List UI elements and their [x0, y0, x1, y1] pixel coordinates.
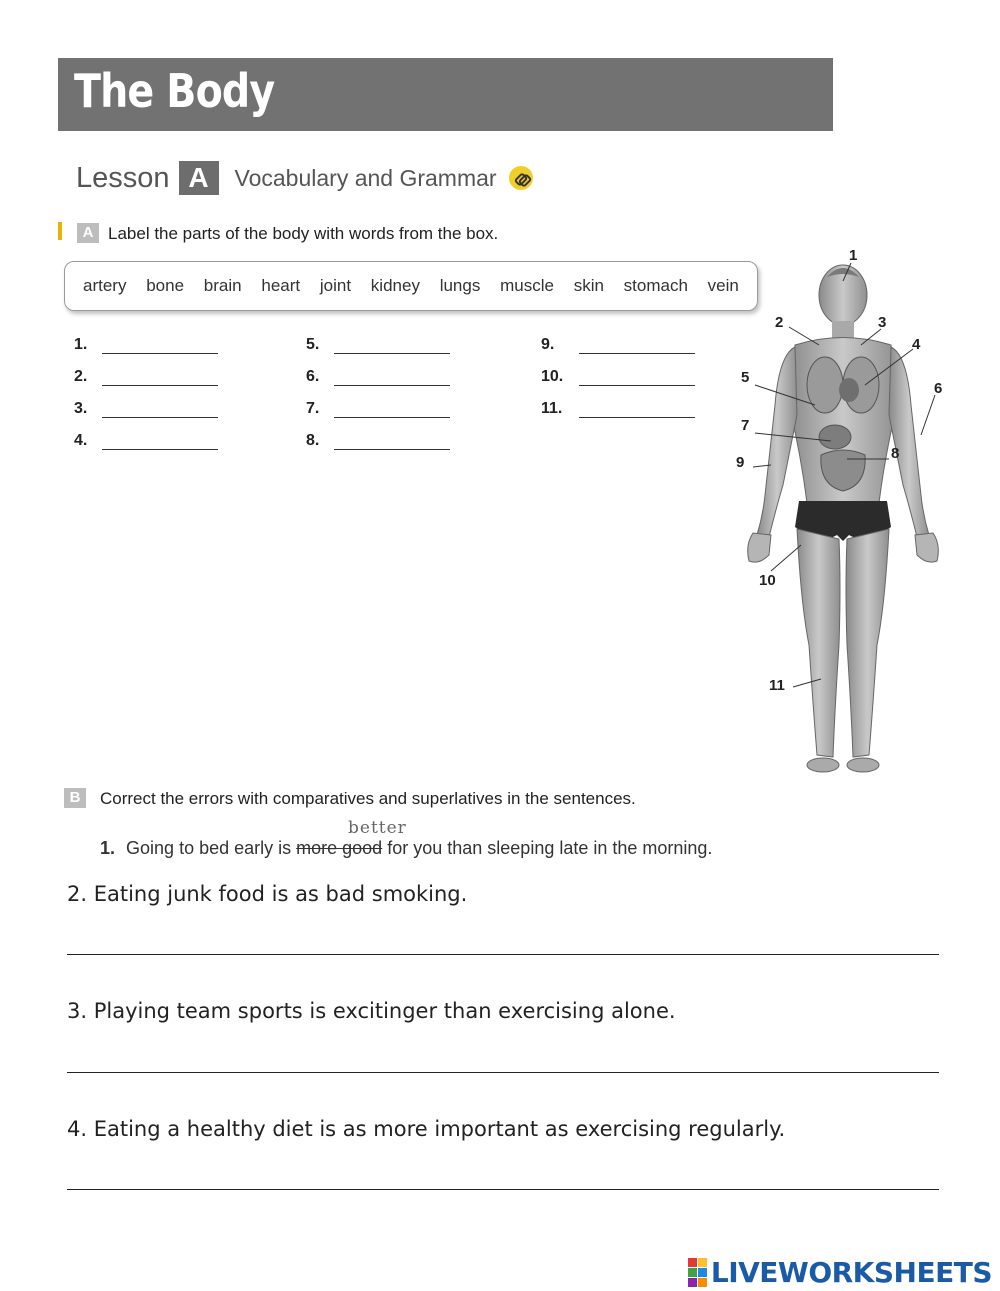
word-box: [64, 261, 758, 311]
logo-grid-icon: [688, 1258, 707, 1287]
word-box-item: vein: [707, 276, 739, 295]
lesson-letter: A: [179, 161, 219, 195]
page-title: The Body: [74, 64, 275, 118]
word-box-item: artery: [83, 276, 127, 295]
section-b-badge: B: [64, 788, 86, 808]
word-box-item: kidney: [370, 276, 420, 295]
word-box-item: stomach: [623, 276, 688, 295]
section-b-instruction: Correct the errors with comparatives and superlatives in the sentences.: [100, 789, 636, 808]
body-anatomy-figure: [735, 245, 950, 780]
liveworksheets-logo: [688, 1256, 992, 1289]
logo-text: LIVEWORKSHEETS: [710, 1256, 992, 1289]
answer-line-4[interactable]: [67, 1189, 939, 1190]
word-box-item: bone: [146, 276, 185, 295]
question-3: 3. Playing team sports is excitinger than exercising alone.: [67, 999, 676, 1023]
answer-line-3[interactable]: [67, 1072, 939, 1073]
body-silhouette: [748, 265, 939, 772]
word-box-item: lungs: [439, 276, 481, 295]
example-sentence: [100, 838, 712, 859]
figure-label-3: 3: [878, 314, 887, 331]
example-before: Going to bed early is: [126, 838, 292, 858]
example-struck-text: more good: [296, 838, 383, 858]
label-blank-9[interactable]: 9.: [541, 336, 695, 354]
example-after: for you than sleeping late in the morning.: [387, 838, 713, 858]
lesson-word: Lesson: [76, 161, 170, 194]
figure-label-10: 10: [759, 572, 776, 589]
word-box-item: muscle: [500, 276, 554, 295]
figure-label-7: 7: [741, 417, 750, 434]
label-blank-6[interactable]: 6.: [306, 368, 450, 386]
word-box-item: skin: [573, 276, 604, 295]
section-a-instruction: Label the parts of the body with words from the box.: [108, 224, 499, 243]
answer-line-2[interactable]: [67, 954, 939, 955]
question-4: 4. Eating a healthy diet is as more important as exercising regularly.: [67, 1117, 786, 1141]
section-a-badge: A: [77, 223, 99, 243]
label-blank-4[interactable]: 4.: [74, 432, 218, 450]
word-box-item: brain: [203, 276, 242, 295]
label-blank-7[interactable]: 7.: [306, 400, 450, 418]
figure-label-6: 6: [934, 380, 943, 397]
question-2: 2. Eating junk food is as bad smoking.: [67, 882, 468, 906]
lesson-heading: [76, 158, 533, 198]
figure-label-8: 8: [891, 445, 900, 462]
label-blank-3[interactable]: 3.: [74, 400, 218, 418]
example-number: 1.: [100, 838, 116, 858]
figure-label-2: 2: [775, 314, 784, 331]
figure-label-9: 9: [736, 454, 745, 471]
link-icon[interactable]: [509, 166, 533, 190]
lesson-subtitle: Vocabulary and Grammar: [234, 164, 497, 191]
figure-label-11: 11: [769, 677, 785, 694]
label-blank-2[interactable]: 2.: [74, 368, 218, 386]
label-blank-11[interactable]: 11.: [541, 400, 695, 418]
label-blank-10[interactable]: 10.: [541, 368, 695, 386]
figure-label-5: 5: [741, 369, 750, 386]
figure-label-1: 1: [849, 247, 858, 264]
figure-label-4: 4: [912, 336, 921, 353]
word-box-item: joint: [319, 276, 352, 295]
section-marker: [58, 222, 62, 240]
example-correction: better: [348, 818, 407, 838]
label-blank-8[interactable]: 8.: [306, 432, 450, 450]
label-blank-5[interactable]: 5.: [306, 336, 450, 354]
word-box-item: heart: [261, 276, 301, 295]
title-bar: [58, 58, 833, 131]
label-blank-1[interactable]: 1.: [74, 336, 218, 354]
